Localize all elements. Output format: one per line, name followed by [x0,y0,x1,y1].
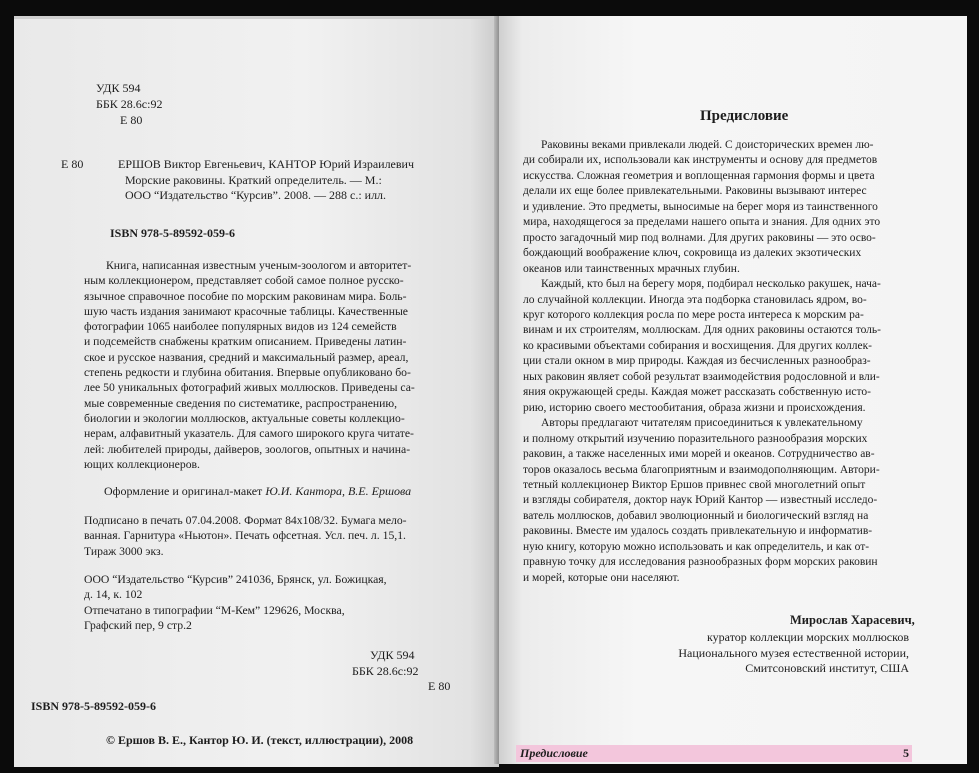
right-page [499,16,967,764]
abstract-line: мые современные сведения по систематике, распространению, [84,396,398,410]
body-line: правную точку для исследования разнообразных форм морских раковин [523,556,878,569]
abstract-line: ным коллекционером, представляет собой самое полное русско- [84,274,404,288]
isbn-top: ISBN 978-5-89592-059-6 [110,226,235,240]
body-line: раковины. Вместе им удалось создать привлекательную и информатив- [523,525,873,538]
biblio-line: Морские раковины. Краткий определитель. — М.: [125,172,382,187]
signature-role-line: куратор коллекции морских моллюсков [707,630,909,644]
signature-name: Мирослав Харасевич, [790,613,915,627]
isbn-bottom: ISBN 978-5-89592-059-6 [31,699,156,713]
body-line: и полному открытий изучению поразительного разнообразия морских [523,432,868,445]
design-credit-label: Оформление и оригинал-макет [104,484,266,498]
abstract-line: лее 50 уникальных фотографий живых моллюсков. Приведены са- [84,381,415,395]
design-credit-names: Ю.И. Кантора, В.Е. Ершова [265,484,412,498]
abstract-line: шую часть издания занимают красочные таблицы. Качественные [84,304,408,318]
body-line: винам и их строителям, моллюскам. Для одних раковины остаются толь- [523,324,881,337]
signature-role [678,630,909,677]
body-line: раковин, а также населенных ими морей и океанов. Сотрудничество ав- [523,448,875,461]
body-line: ко красивыми объектами собирания и восхищения. Для других коллек- [523,339,872,352]
publisher-line: Графский пер, 9 стр.2 [84,619,192,633]
abstract-line: лей: любителей природы, дайверов, зоологов, опытных и начина- [84,442,411,456]
body-line: яния окружающей среды. Каждая может рассказать собственную исто- [523,386,871,399]
udk-code: УДК 594 [96,81,141,95]
body-line: тетный коллекционер Виктор Ершов привнес свой многолетний опыт [523,478,866,491]
body-line: ции стали окном в мир природы. Каждая из бесчисленных разнообраз- [523,355,871,368]
body-line: бождающий воображение ключ, сокровища из далеких экзотических [523,247,862,260]
bbk-code: ББК 28.6с:92 [96,97,163,111]
publisher-line: ООО “Издательство “Курсив” 241036, Брянск, ул. Божицкая, [84,573,387,586]
signature-role-line: Смитсоновский институт, США [745,661,909,675]
abstract-line: и подсемейств снабжены кратким описанием. Приведены латин- [84,335,407,349]
body-line: торов оказалось весьма благоприятным и взаимодополняющим. Автори- [523,463,880,476]
print-details [84,513,407,559]
body-line: ватель моллюсков, добавил эволюционный и биологический взгляд на [523,509,869,522]
body-line: ную книгу, которую можно использовать и как определитель, и как от- [523,540,870,553]
publisher-line: д. 14, к. 102 [84,588,143,602]
abstract-line: ское и русское названия, средний и максимальный размер, ареал, [84,350,409,364]
body-line: просто загадочный мир под волнами. Для других раковины — это осво- [523,231,876,244]
foreword-body [523,138,881,586]
body-line: и морей, которые они населяют. [523,571,680,584]
body-line: океанов или таинственных мрачных глубин. [523,262,740,275]
author-mark-bottom: Е 80 [428,679,451,693]
body-line: ных раковин являет собой результат взаимодействия родословной и вли- [523,370,880,383]
body-line: мира, находящегося за пределами нашего опыта и знания. Для одних это [523,216,881,229]
running-footer-label: Предисловие [520,746,588,760]
abstract-line: биологии и экологии моллюсков, актуальные советы коллекцио- [84,411,405,425]
design-credit [104,484,411,500]
abstract-line: язычное справочное пособие по морским раковинам мира. Боль- [84,289,407,303]
abstract-line: Книга, написанная известным ученым-зоологом и авторитет- [106,259,412,272]
body-line: Авторы предлагают читателям присоединиться к увлекательному [541,417,863,430]
bibliographic-record [118,157,414,204]
signature-role-line: Национального музея естественной истории, [678,645,909,660]
body-line: Каждый, кто был на берегу моря, подбирал несколько ракушек, нача- [541,278,881,291]
left-page [14,16,499,767]
biblio-line: ЕРШОВ Виктор Евгеньевич, КАНТОР Юрий Израилевич [118,157,415,171]
abstract-line: ющих коллекционеров. [84,457,200,471]
author-mark-left: Е 80 [61,157,84,171]
copyright: © Ершов В. Е., Кантор Ю. И. (текст, иллюстрации), 2008 [106,733,414,747]
body-line: Раковины веками привлекали людей. С доисторических времен лю- [541,139,874,151]
body-line: и взгляды собирателя, доктор наук Юрий Кантор — известный исследо- [523,494,878,507]
abstract-line: нерам, алфавитный указатель. Для самого широкого круга читате- [84,427,414,441]
abstract [84,258,415,472]
print-line: ванная. Гарнитура «Ньютон». Печать офсетная. Усл. печ. л. 15,1. [84,529,406,543]
body-line: ло случайной коллекции. Иногда эта подборка становилась ядром, во- [523,293,867,306]
page-title: Предисловие [700,108,789,124]
body-line: делали их еще более привлекательными. Раковины вызывают интерес [523,185,867,198]
body-line: и удивление. Это предметы, выносимые на берег моря из таинственного [523,200,878,213]
udk-code-bottom: УДК 594 [370,648,415,662]
body-line: рию, историю своего местообитания, образа жизни и происхождения. [523,401,866,414]
print-line: Тираж 3000 экз. [84,544,164,558]
body-line: искусства. Сложная геометрия и воплощенная гармония формы и цвета [523,169,875,182]
abstract-line: степень редкости и глубина обитания. Впервые опубликовано бо- [84,366,411,380]
publisher-line: Отпечатано в типографии “М-Кем” 129626, Москва, [84,603,345,617]
abstract-line: фотографии 1065 наиболее популярных видов из 124 семейств [84,320,397,334]
author-mark: Е 80 [120,113,143,127]
publisher-details [84,572,387,634]
print-line: Подписано в печать 07.04.2008. Формат 84х108/32. Бумага мело- [84,514,407,527]
body-line: ди собирали их, использовали как инструменты и основу для предметов [523,154,878,167]
body-line: круг которого коллекция росла по мере роста интереса к морским ра- [523,308,864,321]
biblio-line: ООО “Издательство “Курсив”. 2008. — 288 с.: илл. [125,188,387,203]
bbk-code-bottom: ББК 28.6с:92 [352,664,419,678]
page-number: 5 [903,746,909,760]
